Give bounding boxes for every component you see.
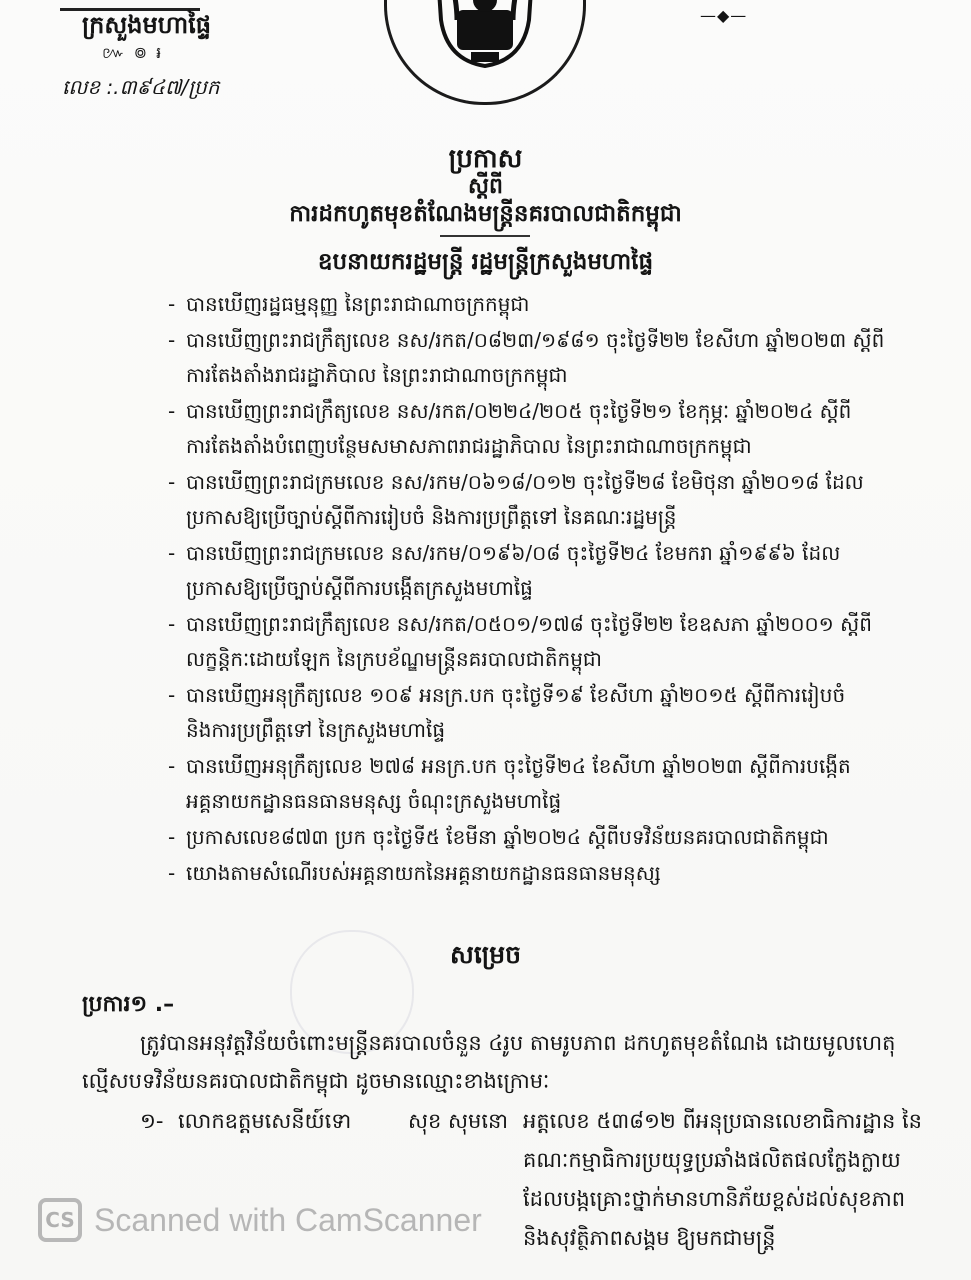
consideration-item: - បានឃើញព្រះរាជក្រឹត្យលេខ នស/រកត/០៨២៣/១៩៨១ ចុះថ្ងៃទី២២ ខែសីហា ឆ្នាំ២០២៣ ស្តីពី ការតែងតាំងរាជរដ្ឋាភិបាល នៃព្រះរាជាណាចក្រកម្ពុជា bbox=[168, 323, 958, 393]
camscanner-watermark bbox=[0, 1180, 520, 1260]
person-number: ១- bbox=[140, 1109, 164, 1133]
consideration-item: - ប្រកាសលេខ៨៧៣ ប្រក ចុះថ្ងៃទី៥ ខែមីនា ឆ្នាំ២០២៤ ស្តីពីបទវិន័យនគរបាលជាតិកម្ពុជា bbox=[168, 820, 958, 855]
article-text-line: ត្រូវបានអនុវត្តវិន័យចំពោះមន្ត្រីនគរបាលចំនួន ៤រូប តាមរូបភាព ដកហូតមុខតំណែង ដោយមូលហេតុ bbox=[140, 1031, 896, 1055]
consideration-line: បានឃើញអនុក្រឹត្យលេខ ២៧៨ អនក្រ.បក ចុះថ្ងៃទី២៤ ខែសីហា ឆ្នាំ២០២៣ ស្តីពីការបង្កើត bbox=[186, 754, 851, 778]
consideration-item: - បានឃើញរដ្ឋធម្មនុញ្ញ នៃព្រះរាជាណាចក្រកម្ពុជា bbox=[168, 287, 958, 322]
consideration-item: - បានឃើញអនុក្រឹត្យលេខ ១០៩ អនក្រ.បក ចុះថ្ងៃទី១៩ ខែសីហា ឆ្នាំ២០១៥ ស្តីពីការរៀបចំ និងការប្រព្រឹត្តទៅ នៃក្រសួងមហាផ្ទៃ bbox=[168, 678, 958, 748]
camscanner-icon: CS bbox=[38, 1198, 82, 1242]
consideration-line: បានឃើញរដ្ឋធម្មនុញ្ញ នៃព្រះរាជាណាចក្រកម្ពុជា bbox=[186, 292, 530, 316]
authority-title: ឧបនាយករដ្ឋមន្ត្រី រដ្ឋមន្ត្រីក្រសួងមហាផ្ទៃ bbox=[317, 249, 654, 275]
person-description-line: និងសុវត្ថិភាពសង្គម ឱ្យមកជាមន្ត្រី bbox=[523, 1226, 776, 1250]
person-description-line: ដែលបង្កគ្រោះថ្នាក់មានហានិភ័យខ្ពស់ដល់សុខភាព bbox=[523, 1187, 906, 1211]
consideration-line: បានឃើញព្រះរាជក្រមលេខ នស/រកម/០១៩៦/០៨ ចុះថ្ងៃទី២៤ ខែមករា ឆ្នាំ១៩៩៦ ដែល bbox=[186, 541, 841, 565]
consideration-line: អគ្គនាយកដ្ឋានធនធានមនុស្ស ចំណុះក្រសួងមហាផ្ទៃ bbox=[186, 789, 562, 813]
ministry-name: ក្រសួងមហាផ្ទៃ bbox=[82, 11, 212, 39]
emblem-icon bbox=[427, 0, 543, 70]
consideration-item: - បានឃើញព្រះរាជក្រឹត្យលេខ នស/រកត/០៥០១/១៧៨ ចុះថ្ងៃទី២២ ខែឧសភា ឆ្នាំ២០០១ ស្តីពី លក្ខន្តិកៈដោយឡែក នៃក្របខ័ណ្ឌមន្ត្រីនគរបាលជាតិកម្ពុជា bbox=[168, 607, 958, 677]
consideration-line: បានឃើញព្រះរាជក្រឹត្យលេខ នស/រកត/០៥០១/១៧៨ ចុះថ្ងៃទី២២ ខែឧសភា ឆ្នាំ២០០១ ស្តីពី bbox=[186, 612, 872, 636]
regarding-label: ស្តីពី bbox=[468, 174, 503, 199]
consideration-item: - យោងតាមសំណើរបស់អគ្គនាយកនៃអគ្គនាយកដ្ឋានធនធានមនុស្ស bbox=[168, 856, 958, 891]
subject-title: ការដកហូតមុខតំណែងមន្ត្រីនគរបាលជាតិកម្ពុជា bbox=[289, 201, 682, 227]
article-text-line: ល្មើសបទវិន័យនគរបាលជាតិកម្ពុជា ដូចមានឈ្មោះខាងក្រោមៈ bbox=[82, 1069, 550, 1093]
consideration-line: បានឃើញព្រះរាជក្រមលេខ នស/រកម/០៦១៨/០១២ ចុះថ្ងៃទី២៨ ខែមិថុនា ឆ្នាំ២០១៨ ដែល bbox=[186, 470, 864, 494]
consideration-line: ប្រកាសលេខ៨៧៣ ប្រក ចុះថ្ងៃទី៥ ខែមីនា ឆ្នាំ២០២៤ ស្តីពីបទវិន័យនគរបាលជាតិកម្ពុជា bbox=[186, 825, 829, 849]
consideration-item: - បានឃើញអនុក្រឹត្យលេខ ២៧៨ អនក្រ.បក ចុះថ្ងៃទី២៤ ខែសីហា ឆ្នាំ២០២៣ ស្តីពីការបង្កើត អគ្គនាយកដ្ឋានធនធានមនុស្ស ចំណុះក្រសួងមហាផ្ទៃ bbox=[168, 749, 958, 819]
consideration-item: - បានឃើញព្រះរាជក្រមលេខ នស/រកម/០១៩៦/០៨ ចុះថ្ងៃទី២៤ ខែមករា ឆ្នាំ១៩៩៦ ដែល ប្រកាសឱ្យប្រើច្បាប់ស្តីពីការបង្កើតក្រសួងមហាផ្ទៃ bbox=[168, 536, 958, 606]
title-divider bbox=[440, 235, 530, 237]
consideration-line: ប្រកាសឱ្យប្រើច្បាប់ស្តីពីការរៀបចំ និងការប្រព្រឹត្តទៅ នៃគណៈរដ្ឋមន្ត្រី bbox=[186, 505, 677, 529]
article-label: ប្រការ១ .– bbox=[82, 992, 175, 1017]
consideration-item: - បានឃើញព្រះរាជក្រមលេខ នស/រកម/០៦១៨/០១២ ចុះថ្ងៃទី២៨ ខែមិថុនា ឆ្នាំ២០១៨ ដែល ប្រកាសឱ្យប្រើច្បាប់ស្តីពីការរៀបចំ និងការប្រព្រឹត្តទៅ នៃគណៈរដ្ឋមន្ត្រី bbox=[168, 465, 958, 535]
person-rank: លោកឧត្តមសេនីយ៍ទោ bbox=[178, 1109, 352, 1133]
consideration-line: បានឃើញព្រះរាជក្រឹត្យលេខ នស/រកត/០៨២៣/១៩៨១ ចុះថ្ងៃទី២២ ខែសីហា ឆ្នាំ២០២៣ ស្តីពី bbox=[186, 328, 885, 352]
top-right-ornament: —◆— bbox=[700, 6, 748, 25]
consideration-line: បានឃើញព្រះរាជក្រឹត្យលេខ នស/រកត/០២២៤/២០៥ ចុះថ្ងៃទី២១ ខែកុម្ភៈ ឆ្នាំ២០២៤ ស្តីពី bbox=[186, 399, 852, 423]
doc-type-title: ប្រកាស bbox=[448, 144, 523, 174]
person-description-line: គណៈកម្មាធិការប្រយុទ្ធប្រឆាំងផលិតផលក្លែងក្លាយ bbox=[523, 1148, 901, 1172]
person-description-line: អត្តលេខ ៥៣៨១២ ពីអនុប្រធានលេខាធិការដ្ឋាន នៃ bbox=[523, 1109, 923, 1133]
ornament-divider: ៚ ៙ ៛ bbox=[102, 43, 164, 62]
consideration-line: លក្ខន្តិកៈដោយឡែក នៃក្របខ័ណ្ឌមន្ត្រីនគរបាលជាតិកម្ពុជា bbox=[186, 647, 602, 671]
watermark-text: Scanned with CamScanner bbox=[94, 1201, 482, 1238]
consideration-line: ការតែងតាំងរាជរដ្ឋាភិបាល នៃព្រះរាជាណាចក្រកម្ពុជា bbox=[186, 363, 568, 387]
consideration-line: ប្រកាសឱ្យប្រើច្បាប់ស្តីពីការបង្កើតក្រសួងមហាផ្ទៃ bbox=[186, 576, 533, 600]
person-name: សុខ សុមនោ bbox=[408, 1109, 508, 1133]
consideration-line: យោងតាមសំណើរបស់អគ្គនាយកនៃអគ្គនាយកដ្ឋានធនធានមនុស្ស bbox=[186, 861, 661, 885]
reference-number: លេខ :.៣៩៤៧/ប្រក bbox=[62, 75, 220, 99]
consideration-line: ការតែងតាំងបំពេញបន្ថែមសមាសភាពរាជរដ្ឋាភិបាល នៃព្រះរាជាណាចក្រកម្ពុជា bbox=[186, 434, 752, 458]
consideration-line: និងការប្រព្រឹត្តទៅ នៃក្រសួងមហាផ្ទៃ bbox=[186, 718, 446, 742]
decision-heading: សម្រេច bbox=[450, 940, 521, 969]
consideration-line: បានឃើញអនុក្រឹត្យលេខ ១០៩ អនក្រ.បក ចុះថ្ងៃទី១៩ ខែសីហា ឆ្នាំ២០១៥ ស្តីពីការរៀបចំ bbox=[186, 683, 846, 707]
consideration-item: - បានឃើញព្រះរាជក្រឹត្យលេខ នស/រកត/០២២៤/២០៥ ចុះថ្ងៃទី២១ ខែកុម្ភៈ ឆ្នាំ២០២៤ ស្តីពី ការតែងតាំងបំពេញបន្ថែមសមាសភាពរាជរដ្ឋាភិបាល នៃព្រះរាជាណាចក្រកម្ពុជា bbox=[168, 394, 958, 464]
considerations-list bbox=[168, 287, 958, 892]
royal-emblem bbox=[384, 0, 586, 105]
